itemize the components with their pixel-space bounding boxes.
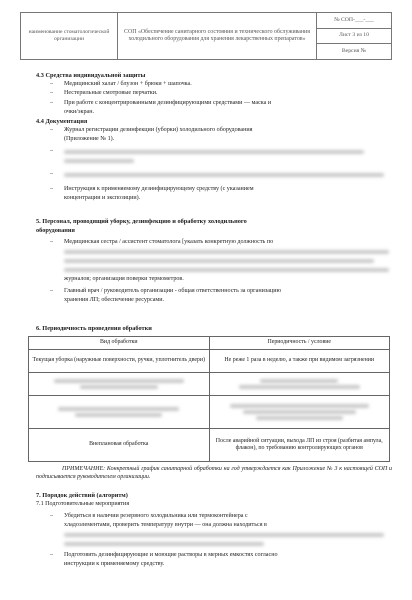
version-number: Версия № — [341, 48, 367, 55]
list-item-continued: журналов; организация поверки термометров. — [64, 276, 184, 282]
redacted-cell — [29, 396, 210, 429]
list-item-continued: инструкции к применяемому средству. — [64, 561, 165, 567]
bullet: – — [50, 239, 54, 245]
table-row — [29, 429, 390, 462]
table-row — [29, 373, 390, 396]
bullet: – — [50, 171, 54, 177]
redacted-cell — [209, 396, 390, 429]
bullet: – — [50, 100, 54, 106]
treatment-schedule-table — [28, 336, 390, 462]
list-item-continued: концентрации и экспозиции). — [64, 195, 141, 201]
list-item-continued: очки/экран. — [64, 109, 94, 115]
sop-meta-cell — [317, 13, 391, 59]
bullet: – — [50, 288, 54, 294]
table-row — [29, 396, 390, 429]
org-name-cell: наименование стоматологической организации — [21, 13, 118, 59]
section-7-title: 7. Порядок действий (алгоритм) — [36, 492, 128, 499]
section-5-title: 5. Персонал, проводящий уборку, дезинфекцию и обработку холодильного — [36, 218, 247, 225]
list-item-continued: хранения ЛП; обеспечение ресурсами. — [64, 297, 165, 303]
list-item-continued: (Приложение № 1). — [64, 136, 115, 142]
bullet: – — [50, 513, 54, 519]
table-note: ПРИМЕЧАНИЕ: Конкретный график санитарной обработки на год утверждается как Приложение № 3 к настоящей СОП и подписывается руководителем организации. — [36, 466, 392, 480]
redacted-cell — [209, 373, 390, 396]
list-item: Медицинская сестра / ассистент стоматолога [указать конкретную должность по — [64, 239, 274, 245]
list-item: При работе с концентрированными дезинфицирующими средствами — маска и — [64, 100, 272, 106]
subsection-7-1-title: 7.1 Подготовительные мероприятия — [36, 501, 130, 507]
document-header — [20, 12, 392, 60]
list-item: Инструкция к применяемому дезинфицирующему средству (с указанием — [64, 186, 254, 192]
bullet: – — [50, 127, 54, 133]
bullet: – — [50, 552, 54, 558]
column-header: Периодичность / условие — [209, 337, 390, 350]
section-4-3-title: 4.3 Средства индивидуальной защиты — [36, 72, 146, 79]
redacted-text — [64, 533, 384, 537]
bullet: – — [50, 148, 54, 154]
table-row — [29, 350, 390, 373]
list-item-continued: хладоэлементами, проверить температуру внутри — она должна находиться в — [64, 522, 267, 528]
redacted-text — [64, 268, 389, 272]
table-cell: После аварийной ситуации, выхода ЛП из строя (разбитая ампула, флакон), по требованию контролирующих органов — [209, 429, 390, 462]
redacted-text — [64, 542, 264, 546]
section-5-title-continued: оборудования — [36, 227, 75, 234]
redacted-text — [64, 150, 364, 154]
bullet: – — [50, 81, 54, 87]
list-item: Журнал регистрации дезинфекции (уборки) холодильного оборудования — [64, 127, 253, 133]
list-item: Убедиться в наличии резервного холодильника или термоконтейнера с — [64, 513, 248, 519]
sop-number: № СОП-___-___ — [317, 13, 391, 29]
list-item: Нестерильные смотровые перчатки. — [64, 90, 158, 96]
redacted-text — [64, 159, 134, 163]
sheet-number: Лист 3 из 10 — [317, 29, 391, 45]
sop-title-cell: СОП «Обеспечение санитарного состояния и технического обслуживания холодильного оборудования для хранения лекарственных препаратов» — [118, 13, 317, 59]
redacted-text — [64, 259, 374, 263]
list-item: Главный врач / руководитель организации - общая ответственность за организацию — [64, 288, 282, 294]
bullet: – — [50, 90, 54, 96]
list-item: Медицинский халат / блузон + брюки + шапочка. — [64, 81, 192, 87]
section-6-title: 6. Периодичность проведения обработки — [36, 325, 152, 332]
table-cell: Внеплановая обработка — [29, 429, 210, 462]
table-cell: Текущая уборка (наружные поверхности, ручки, уплотнитель двери) — [29, 350, 210, 373]
table-cell: Не реже 1 раза в неделю, а также при видимом загрязнении — [209, 350, 390, 373]
redacted-cell — [29, 373, 210, 396]
bullet: – — [50, 186, 54, 192]
list-item: Подготовить дезинфицирующие и моющие растворы в мерных емкостях согласно — [64, 552, 278, 558]
redacted-text — [64, 250, 389, 254]
table-header-row — [29, 337, 390, 350]
section-4-4-title: 4.4 Документация — [36, 118, 88, 125]
redacted-text — [64, 173, 384, 177]
column-header: Вид обработки — [29, 337, 210, 350]
